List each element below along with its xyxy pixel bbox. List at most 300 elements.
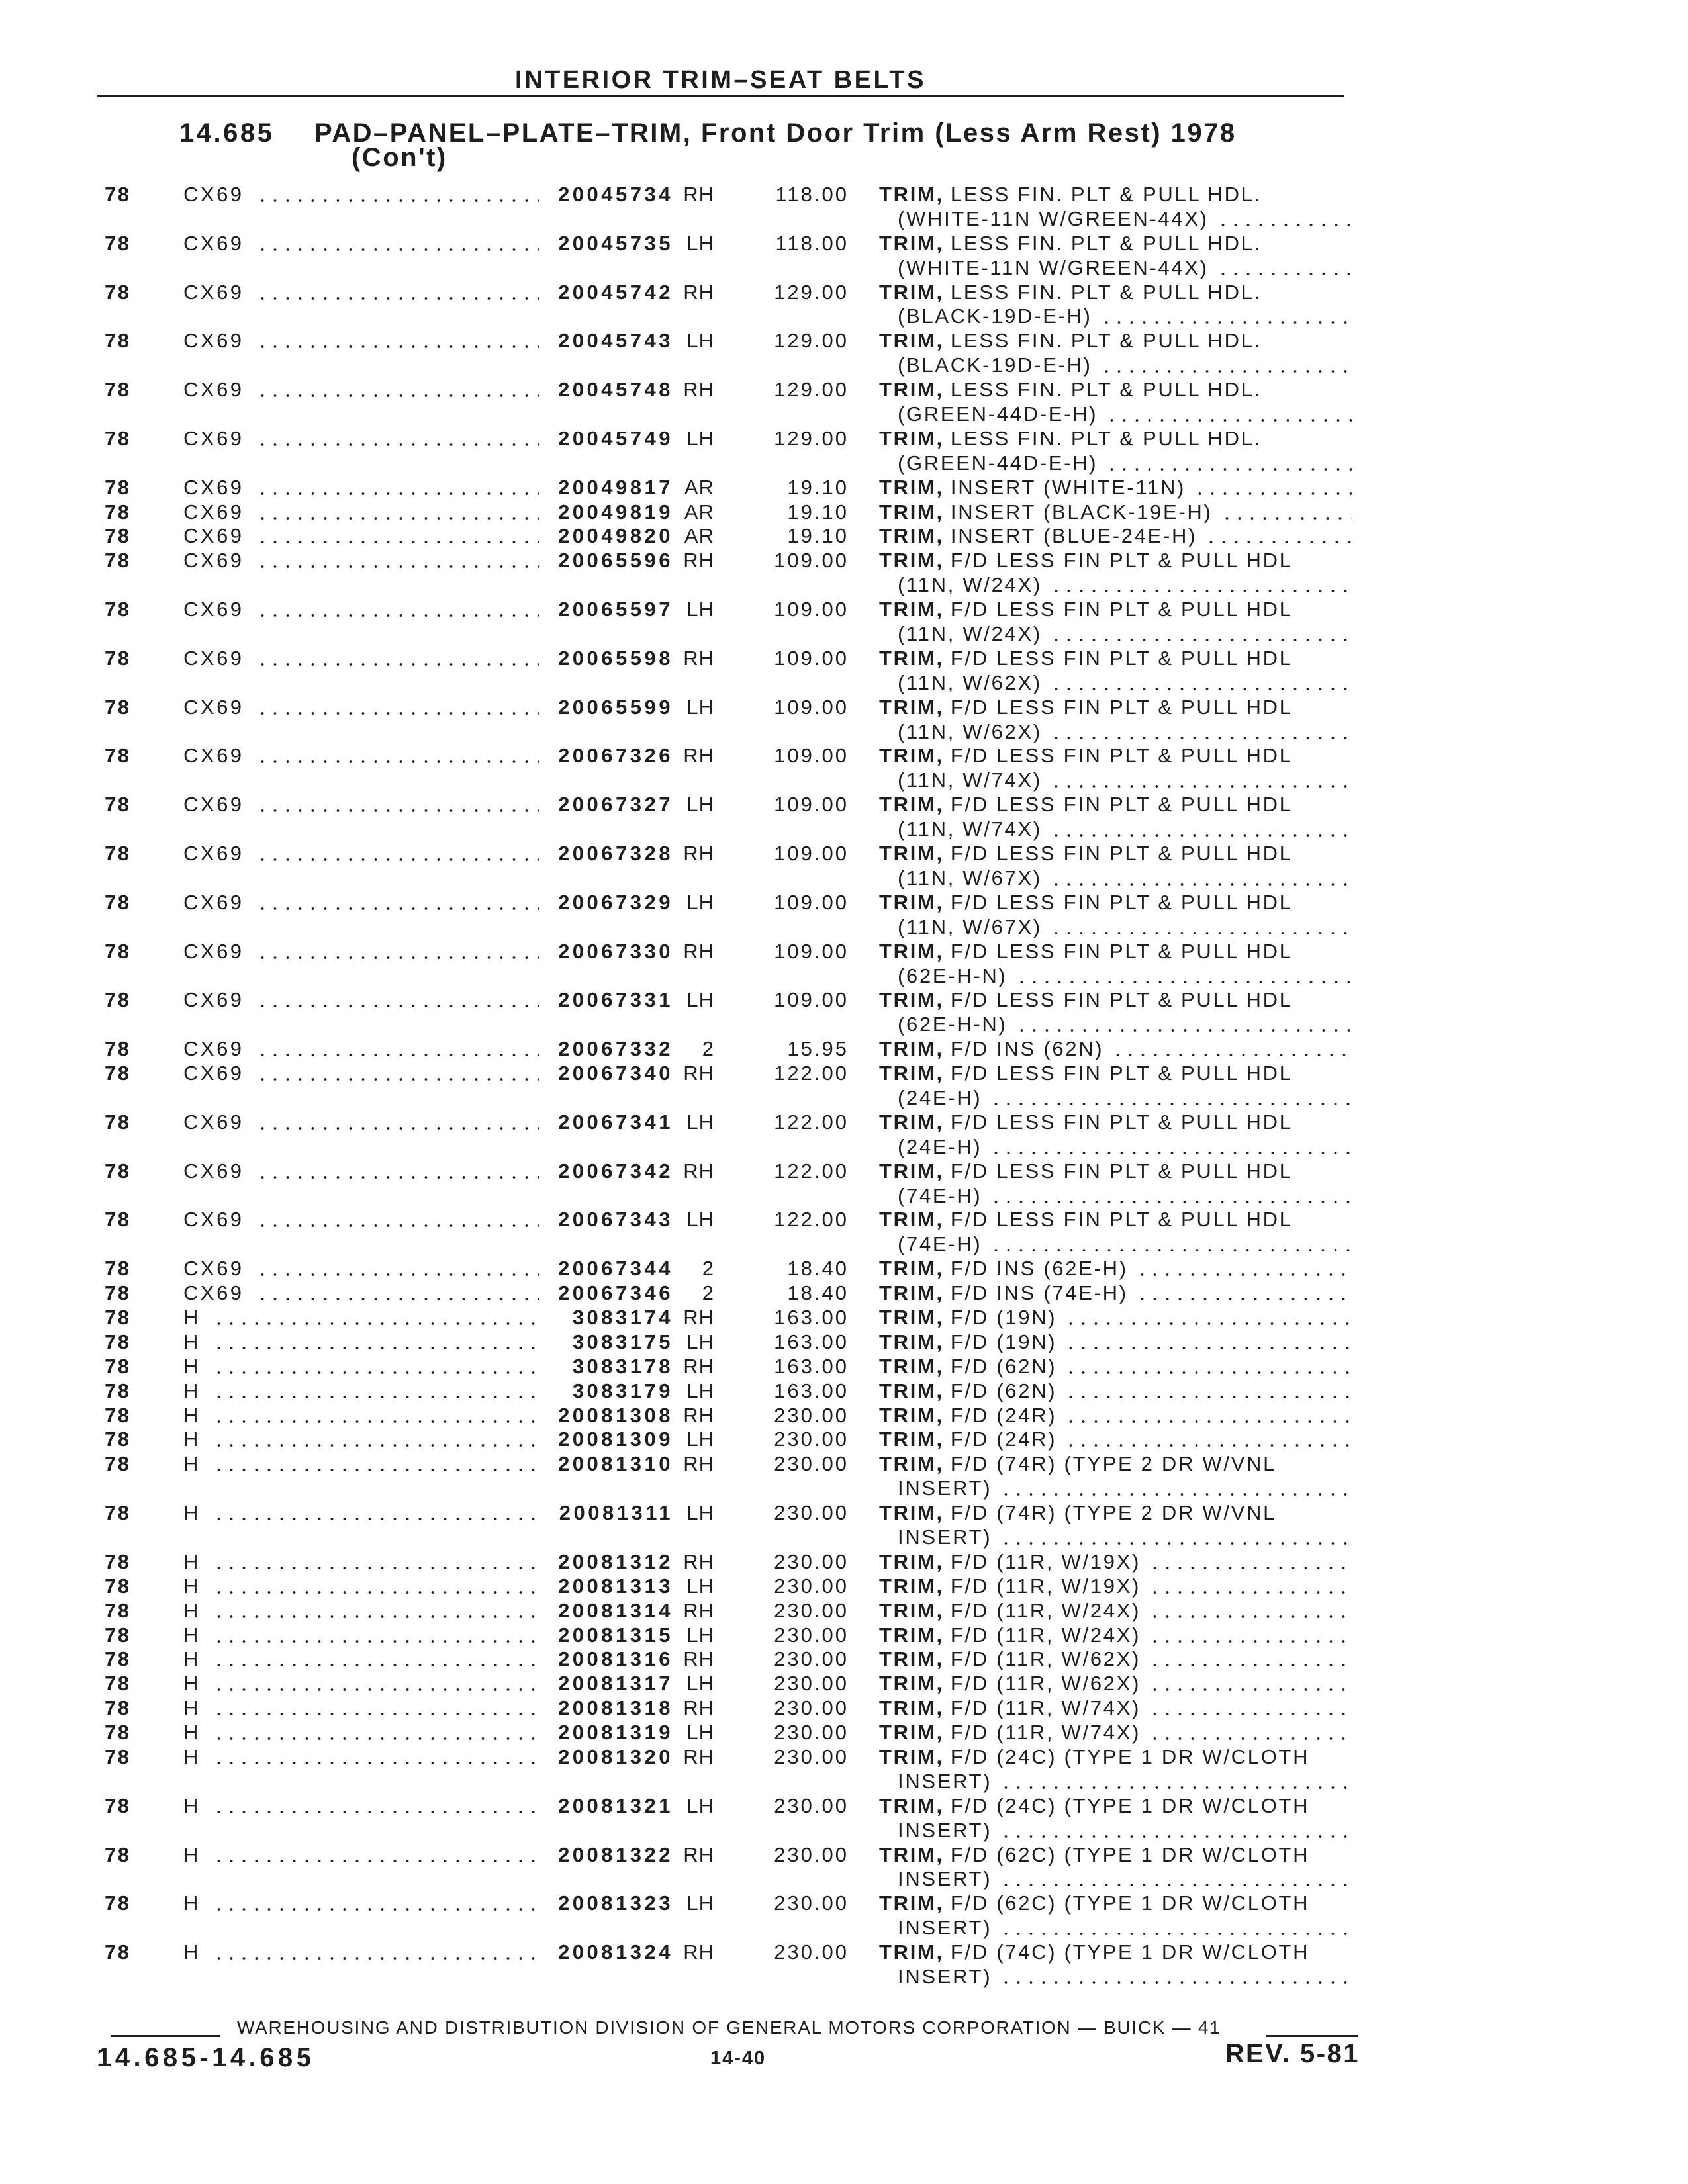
dot-leader	[1105, 402, 1352, 427]
model-code: CX69	[183, 842, 244, 866]
description-text: (11N, W/67X)	[898, 866, 1042, 889]
part-number: 20081314	[558, 1598, 673, 1622]
dot-leader	[1194, 476, 1352, 500]
price-cell: 230.00	[774, 1647, 849, 1671]
quantity-cell: LH	[686, 1891, 714, 1915]
dot-leader	[1064, 1428, 1352, 1452]
table-row	[0, 1891, 1688, 1940]
part-number: 20065599	[558, 695, 673, 719]
table-row	[0, 1062, 1688, 1111]
dot-leader	[1000, 1819, 1352, 1843]
year-cell: 78	[105, 1110, 131, 1134]
year-cell: 78	[105, 695, 131, 719]
price-cell: 230.00	[774, 1574, 849, 1598]
item-noun: TRIM,	[879, 842, 944, 866]
model-cell	[183, 549, 539, 573]
year-cell: 78	[105, 475, 131, 499]
description-line	[879, 1574, 1352, 1599]
dot-leader	[1149, 1550, 1352, 1574]
description	[879, 1062, 1352, 1111]
table-row	[0, 1306, 1688, 1330]
quantity-cell: LH	[686, 1623, 714, 1647]
year-cell: 78	[105, 1305, 131, 1329]
dot-leader	[1050, 915, 1352, 940]
dot-leader	[1064, 1306, 1352, 1330]
price-cell: 122.00	[774, 1159, 849, 1183]
year-cell: 78	[105, 793, 131, 817]
item-noun: TRIM,	[879, 426, 944, 450]
price-cell: 109.00	[774, 988, 849, 1012]
year-cell: 78	[105, 231, 131, 255]
item-noun: TRIM,	[879, 1672, 944, 1696]
description-line	[879, 1160, 1352, 1184]
model-cell	[183, 1062, 539, 1086]
description	[879, 940, 1352, 989]
description-line	[879, 500, 1352, 525]
year-cell: 78	[105, 1623, 131, 1647]
quantity-cell: RH	[683, 646, 714, 670]
part-number: 20067330	[558, 939, 673, 963]
item-noun: TRIM,	[879, 1549, 944, 1573]
dot-leader	[1015, 964, 1352, 989]
description-text: LESS FIN. PLT & PULL HDL.	[950, 329, 1262, 353]
part-number: 20067344	[558, 1257, 673, 1281]
quantity-cell: RH	[683, 744, 714, 768]
description-line	[879, 451, 1352, 476]
model-cell	[183, 1379, 539, 1404]
description-text: F/D (24C) (TYPE 1 DR W/CLOTH	[950, 1745, 1310, 1768]
part-number: 20081324	[558, 1940, 673, 1964]
model-cell	[183, 598, 539, 622]
description-text: F/D (62N)	[950, 1354, 1057, 1378]
price-cell: 230.00	[774, 1428, 849, 1451]
description-line	[879, 842, 1352, 866]
part-number: 20045742	[558, 280, 673, 304]
description-line	[879, 1281, 1352, 1306]
description-line	[879, 476, 1352, 500]
price-cell: 19.10	[787, 500, 849, 523]
part-number: 20067327	[558, 793, 673, 817]
description-text: F/D (11R, W/24X)	[950, 1623, 1141, 1647]
dot-leader	[990, 1232, 1352, 1257]
table-row	[0, 940, 1688, 989]
model-code: CX69	[183, 231, 244, 255]
dot-leader	[256, 500, 539, 525]
description-line	[879, 940, 1352, 964]
description	[879, 1452, 1352, 1501]
description-line	[879, 1891, 1352, 1916]
part-number: 20045749	[558, 426, 673, 450]
quantity-cell: LH	[686, 695, 714, 719]
description	[879, 1330, 1352, 1355]
dot-leader	[1105, 451, 1352, 476]
part-number: 20067329	[558, 890, 673, 914]
price-cell: 129.00	[774, 280, 849, 304]
quantity-cell: RH	[683, 1305, 714, 1329]
description-line	[879, 1550, 1352, 1574]
item-noun: TRIM,	[879, 1891, 944, 1915]
dot-leader	[990, 1184, 1352, 1208]
year-cell: 78	[105, 1403, 131, 1427]
part-number: 20049820	[558, 524, 673, 548]
table-row	[0, 183, 1688, 232]
model-cell	[183, 1940, 539, 1965]
description-text: F/D LESS FIN PLT & PULL HDL	[950, 1110, 1293, 1134]
dot-leader	[1149, 1721, 1352, 1745]
year-cell: 78	[105, 1037, 131, 1061]
quantity-cell: LH	[686, 1721, 714, 1745]
quantity-cell: RH	[683, 1062, 714, 1085]
price-cell: 122.00	[774, 1110, 849, 1134]
price-cell: 109.00	[774, 744, 849, 768]
model-cell	[183, 524, 539, 549]
description-line	[879, 329, 1352, 353]
table-row	[0, 378, 1688, 427]
description-line	[879, 1965, 1352, 1989]
part-number: 20081308	[558, 1403, 673, 1427]
price-cell: 230.00	[774, 1501, 849, 1525]
price-cell: 230.00	[774, 1891, 849, 1915]
item-noun: TRIM,	[879, 1794, 944, 1817]
description-text: LESS FIN. PLT & PULL HDL.	[950, 280, 1262, 304]
dot-leader	[212, 1355, 539, 1379]
description-text: INSERT)	[898, 1477, 992, 1500]
dot-leader	[212, 1794, 539, 1819]
quantity-cell: RH	[683, 1549, 714, 1573]
table-row	[0, 1160, 1688, 1208]
item-noun: TRIM,	[879, 231, 944, 255]
description	[879, 793, 1352, 842]
item-noun: TRIM,	[879, 1940, 944, 1964]
dot-leader	[256, 476, 539, 500]
item-noun: TRIM,	[879, 598, 944, 621]
description-line	[879, 1355, 1352, 1379]
description-text: (GREEN-44D-E-H)	[898, 402, 1098, 426]
part-number: 20081312	[558, 1549, 673, 1573]
description	[879, 1623, 1352, 1648]
quantity-cell: LH	[686, 329, 714, 353]
description	[879, 500, 1352, 525]
part-number: 20081310	[558, 1452, 673, 1476]
dot-leader	[212, 1330, 539, 1355]
model-cell	[183, 1623, 539, 1648]
table-row	[0, 1452, 1688, 1501]
model-code: H	[183, 1452, 201, 1476]
year-cell: 78	[105, 426, 131, 450]
model-code: H	[183, 1647, 201, 1671]
description	[879, 1891, 1352, 1940]
description-text: F/D (24C) (TYPE 1 DR W/CLOTH	[950, 1794, 1310, 1817]
dot-leader	[212, 1940, 539, 1965]
model-cell	[183, 842, 539, 866]
description	[879, 598, 1352, 647]
quantity-cell: RH	[683, 1159, 714, 1183]
model-code: CX69	[183, 1257, 244, 1281]
price-cell: 109.00	[774, 646, 849, 670]
quantity-cell: RH	[683, 183, 714, 206]
description	[879, 549, 1352, 598]
dot-leader	[256, 232, 539, 256]
table-row	[0, 1794, 1688, 1843]
year-cell: 78	[105, 280, 131, 304]
table-row	[0, 1404, 1688, 1428]
description	[879, 1111, 1352, 1160]
table-row	[0, 1208, 1688, 1257]
description	[879, 1574, 1352, 1599]
table-row	[0, 1501, 1688, 1550]
part-number: 20081317	[558, 1672, 673, 1696]
model-cell	[183, 378, 539, 402]
header-rule	[97, 95, 1344, 97]
model-code: CX69	[183, 1062, 244, 1085]
item-noun: TRIM,	[879, 1403, 944, 1427]
description-line	[879, 256, 1352, 281]
description	[879, 1745, 1352, 1794]
dot-leader	[1100, 304, 1352, 329]
description-text: INSERT)	[898, 1867, 992, 1891]
price-cell: 230.00	[774, 1549, 849, 1573]
table-row	[0, 1623, 1688, 1648]
model-cell	[183, 329, 539, 353]
quantity-cell: LH	[686, 1330, 714, 1353]
model-cell	[183, 1550, 539, 1574]
part-number: 20081309	[558, 1428, 673, 1451]
model-cell	[183, 281, 539, 305]
dot-leader	[212, 1623, 539, 1648]
table-row	[0, 1940, 1688, 1989]
description-text: F/D LESS FIN PLT & PULL HDL	[950, 1208, 1293, 1232]
description-text: INSERT)	[898, 1769, 992, 1793]
description-text: F/D LESS FIN PLT & PULL HDL	[950, 842, 1293, 866]
model-code: CX69	[183, 598, 244, 621]
dot-leader	[256, 1281, 539, 1306]
price-cell: 129.00	[774, 426, 849, 450]
description	[879, 1428, 1352, 1452]
table-row	[0, 1574, 1688, 1599]
model-cell	[183, 647, 539, 671]
description-text: F/D LESS FIN PLT & PULL HDL	[950, 549, 1293, 572]
item-noun: TRIM,	[879, 329, 944, 353]
item-noun: TRIM,	[879, 988, 944, 1012]
description-line	[879, 232, 1352, 256]
description-text: F/D (62C) (TYPE 1 DR W/CLOTH	[950, 1843, 1310, 1866]
dot-leader	[256, 378, 539, 402]
part-number: 3083175	[572, 1330, 673, 1353]
table-row	[0, 1696, 1688, 1721]
model-cell	[183, 1428, 539, 1452]
dot-leader	[1064, 1355, 1352, 1379]
footer-rule-right	[1266, 2035, 1358, 2037]
item-noun: TRIM,	[879, 1428, 944, 1451]
table-row	[0, 1257, 1688, 1281]
table-row	[0, 1379, 1688, 1404]
price-cell: 163.00	[774, 1330, 849, 1353]
model-code: CX69	[183, 1110, 244, 1134]
year-cell: 78	[105, 1062, 131, 1085]
description-text: F/D (24R)	[950, 1403, 1057, 1427]
part-number: 20065597	[558, 598, 673, 621]
description-line	[879, 402, 1352, 427]
model-cell	[183, 1574, 539, 1599]
description-text: F/D (74R) (TYPE 2 DR W/VNL	[950, 1501, 1277, 1525]
year-cell: 78	[105, 549, 131, 572]
model-code: H	[183, 1672, 201, 1696]
footer-rule-left	[111, 2035, 220, 2037]
price-cell: 18.40	[787, 1257, 849, 1281]
description	[879, 232, 1352, 281]
part-number: 20045735	[558, 231, 673, 255]
description-text: (62E-H-N)	[898, 964, 1008, 987]
item-noun: TRIM,	[879, 475, 944, 499]
description-text: F/D (11R, W/74X)	[950, 1721, 1141, 1745]
description-line	[879, 1794, 1352, 1819]
price-cell: 230.00	[774, 1452, 849, 1476]
dot-leader	[1050, 768, 1352, 793]
part-number: 20045748	[558, 378, 673, 402]
dot-leader	[256, 329, 539, 353]
part-number: 20081313	[558, 1574, 673, 1598]
quantity-cell: AR	[684, 500, 714, 523]
description-line	[879, 1306, 1352, 1330]
item-noun: TRIM,	[879, 1843, 944, 1866]
dot-leader	[256, 744, 539, 768]
description-text: F/D (62C) (TYPE 1 DR W/CLOTH	[950, 1891, 1310, 1915]
table-row	[0, 476, 1688, 500]
price-cell: 163.00	[774, 1354, 849, 1378]
model-code: H	[183, 1549, 201, 1573]
quantity-cell: RH	[683, 1940, 714, 1964]
description-text: INSERT (WHITE-11N)	[950, 475, 1186, 499]
model-cell	[183, 1599, 539, 1623]
model-cell	[183, 1745, 539, 1770]
year-cell: 78	[105, 1891, 131, 1915]
dot-leader	[256, 940, 539, 964]
price-cell: 109.00	[774, 549, 849, 572]
table-row	[0, 281, 1688, 330]
description-text: F/D (11R, W/74X)	[950, 1696, 1141, 1720]
model-cell	[183, 1037, 539, 1062]
description-line	[879, 720, 1352, 745]
model-cell	[183, 1281, 539, 1306]
year-cell: 78	[105, 1940, 131, 1964]
year-cell: 78	[105, 183, 131, 206]
quantity-cell: RH	[683, 1598, 714, 1622]
description-line	[879, 573, 1352, 598]
model-cell	[183, 1501, 539, 1525]
description-line	[879, 622, 1352, 647]
year-cell: 78	[105, 744, 131, 768]
model-code: H	[183, 1305, 201, 1329]
model-cell	[183, 1355, 539, 1379]
price-cell: 109.00	[774, 695, 849, 719]
price-cell: 163.00	[774, 1305, 849, 1329]
dot-leader	[256, 891, 539, 915]
dot-leader	[1149, 1623, 1352, 1648]
description-text: F/D INS (62E-H)	[950, 1257, 1128, 1281]
dot-leader	[212, 1574, 539, 1599]
description-text: F/D LESS FIN PLT & PULL HDL	[950, 988, 1293, 1012]
quantity-cell: LH	[686, 1672, 714, 1696]
quantity-cell: RH	[683, 1745, 714, 1768]
description-line	[879, 817, 1352, 842]
dot-leader	[1000, 1770, 1352, 1794]
quantity-cell: RH	[683, 280, 714, 304]
year-cell: 78	[105, 1696, 131, 1720]
price-cell: 230.00	[774, 1598, 849, 1622]
dot-leader	[256, 696, 539, 720]
year-cell: 78	[105, 842, 131, 866]
quantity-cell: LH	[686, 1794, 714, 1817]
quantity-cell: RH	[683, 378, 714, 402]
model-code: CX69	[183, 378, 244, 402]
description-line	[879, 1428, 1352, 1452]
price-cell: 230.00	[774, 1696, 849, 1720]
description	[879, 1721, 1352, 1745]
item-noun: TRIM,	[879, 1623, 944, 1647]
model-cell	[183, 1843, 539, 1868]
year-cell: 78	[105, 646, 131, 670]
description-line	[879, 1819, 1352, 1843]
description-line	[879, 598, 1352, 622]
table-row	[0, 598, 1688, 647]
dot-leader	[1000, 1867, 1352, 1891]
price-cell: 109.00	[774, 842, 849, 866]
model-code: H	[183, 1428, 201, 1451]
table-row	[0, 1843, 1688, 1892]
model-cell	[183, 988, 539, 1013]
price-cell: 109.00	[774, 939, 849, 963]
description-line	[879, 1770, 1352, 1794]
item-noun: TRIM,	[879, 1647, 944, 1671]
year-cell: 78	[105, 1379, 131, 1402]
description-line	[879, 744, 1352, 768]
description-text: F/D (19N)	[950, 1330, 1057, 1353]
model-code: H	[183, 1330, 201, 1353]
description-text: INSERT (BLACK-19E-H)	[950, 500, 1213, 523]
quantity-cell: 2	[702, 1257, 714, 1281]
model-cell	[183, 1721, 539, 1745]
description-line	[879, 281, 1352, 305]
dot-leader	[1050, 671, 1352, 696]
item-noun: TRIM,	[879, 1037, 944, 1061]
item-noun: TRIM,	[879, 1281, 944, 1305]
description	[879, 1672, 1352, 1696]
description-text: (11N, W/62X)	[898, 719, 1042, 743]
description-text: F/D LESS FIN PLT & PULL HDL	[950, 1159, 1293, 1183]
dot-leader	[1050, 622, 1352, 647]
year-cell: 78	[105, 329, 131, 353]
quantity-cell: LH	[686, 1501, 714, 1525]
description	[879, 1160, 1352, 1208]
description-text: INSERT)	[898, 1965, 992, 1989]
description-line	[879, 1696, 1352, 1721]
description-line	[879, 696, 1352, 720]
item-noun: TRIM,	[879, 1330, 944, 1353]
description-line	[879, 671, 1352, 696]
description	[879, 647, 1352, 696]
dot-leader	[212, 1550, 539, 1574]
table-row	[0, 1550, 1688, 1574]
quantity-cell: RH	[683, 939, 714, 963]
part-number: 20081323	[558, 1891, 673, 1915]
dot-leader	[1000, 1477, 1352, 1501]
description-line	[879, 1916, 1352, 1940]
model-cell	[183, 476, 539, 500]
model-code: CX69	[183, 646, 244, 670]
description-line	[879, 524, 1352, 549]
description-line	[879, 304, 1352, 329]
model-cell	[183, 1696, 539, 1721]
